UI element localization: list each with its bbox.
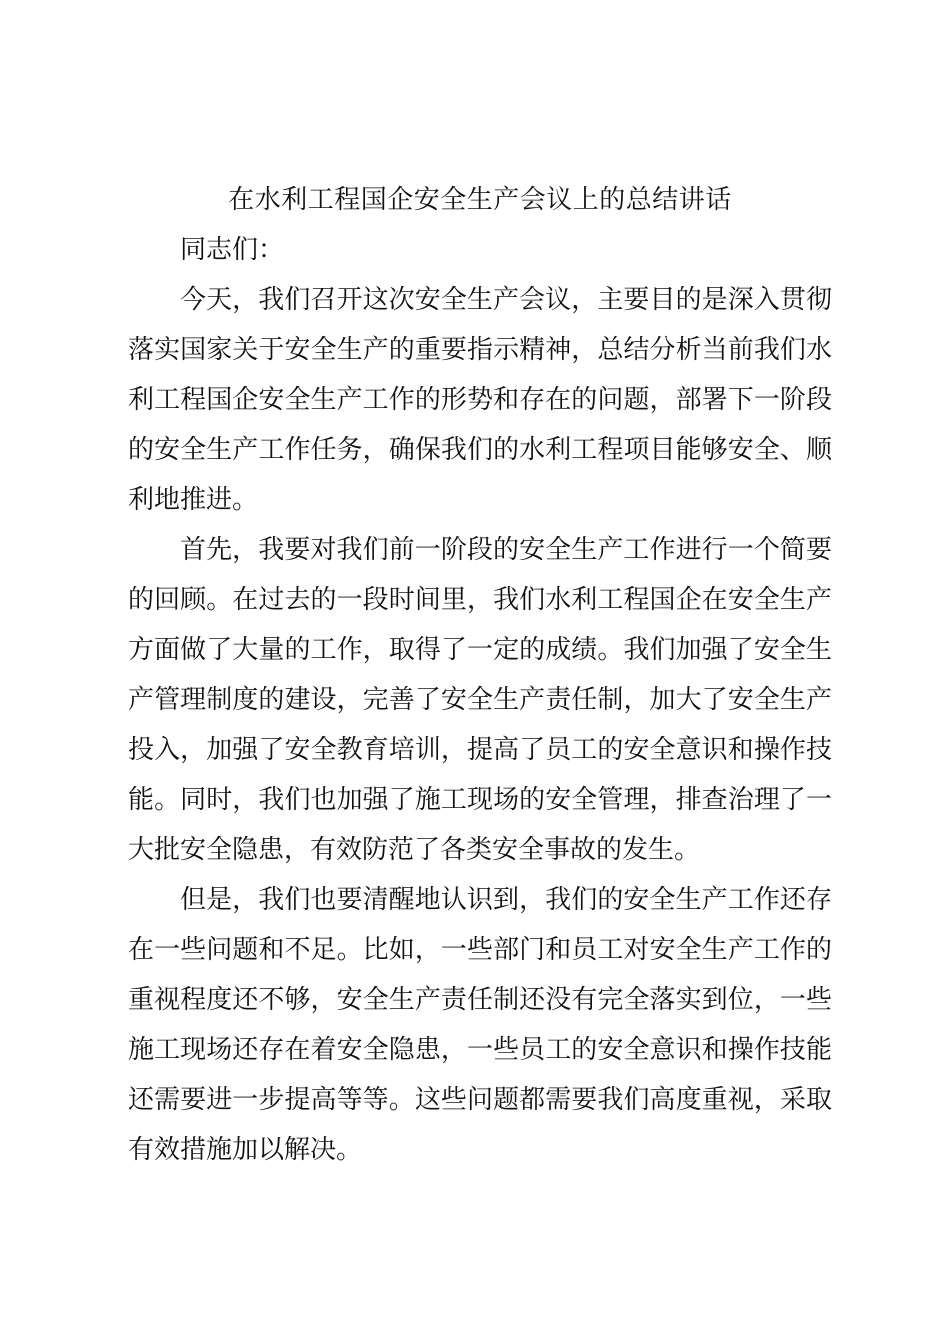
document-body — [128, 175, 832, 1175]
paragraph-review: 首先，我要对我们前一阶段的安全生产工作进行一个简要的回顾。在过去的一段时间里，我们水利工程国企在安全生产方面做了大量的工作，取得了一定的成绩。我们加强了安全生产管理制度的建设，完善了安全生产责任制，加大了安全生产投入，加强了安全教育培训，提高了员工的安全意识和操作技能。同时，我们也加强了施工现场的安全管理，排查治理了一大批安全隐患，有效防范了各类安全事故的发生。 — [128, 535, 832, 865]
salutation: 同志们： — [180, 235, 285, 265]
paragraph-problems: 但是，我们也要清醒地认识到，我们的安全生产工作还存在一些问题和不足。比如，一些部门和员工对安全生产工作的重视程度还不够，安全生产责任制还没有完全落实到位，一些施工现场还存在着安全隐患，一些员工的安全意识和操作技能还需要进一步提高等等。这些问题都需要我们高度重视，采取有效措施加以解决。 — [128, 885, 832, 1165]
document-title: 在水利工程国企安全生产会议上的总结讲话 — [228, 185, 732, 215]
paragraph-opening: 今天，我们召开这次安全生产会议，主要目的是深入贯彻落实国家关于安全生产的重要指示精神，总结分析当前我们水利工程国企安全生产工作的形势和存在的问题，部署下一阶段的安全生产工作任务，确保我们的水利工程项目能够安全、顺利地推进。 — [128, 285, 832, 515]
